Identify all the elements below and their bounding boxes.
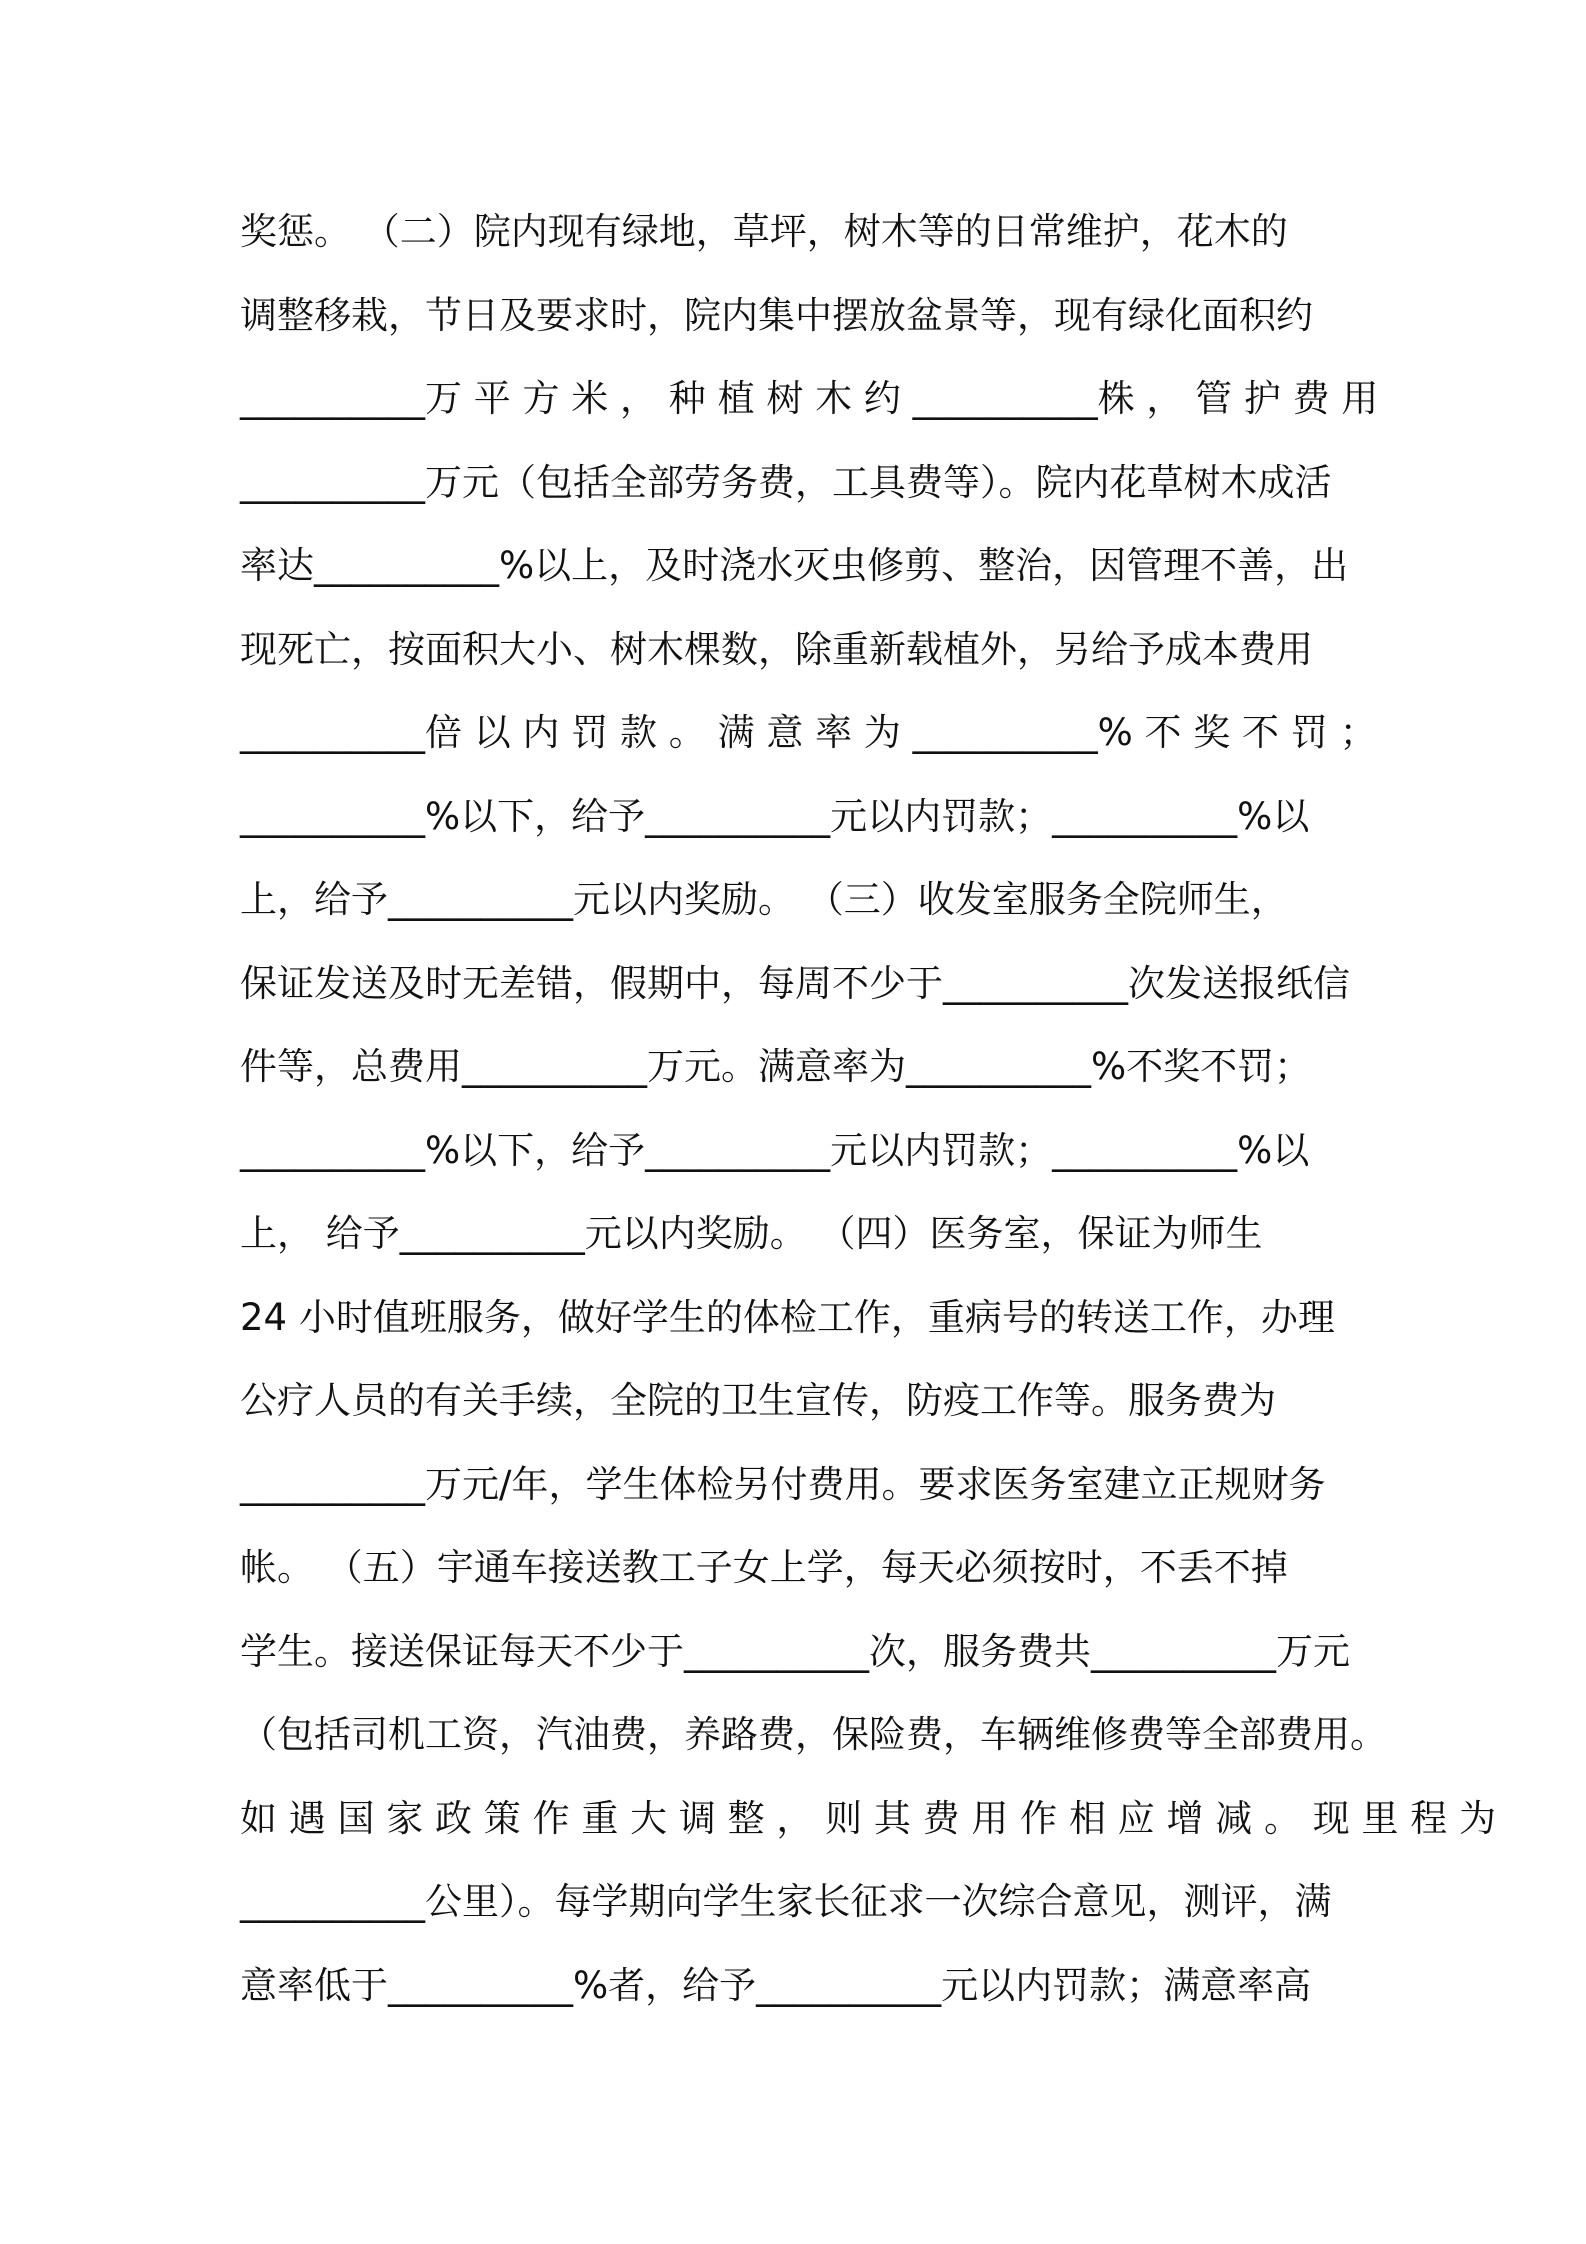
text-line: __________%以下，给予__________元以内罚款；__________%以 — [240, 794, 1310, 838]
text-line: 率达__________%以上，及时浇水灭虫修剪、整治，因管理不善，出 — [240, 544, 1349, 587]
text-line: 上，给予__________元以内奖励。 （三）收发室服务全院师生， — [240, 878, 1288, 921]
text-line: 调整移栽，节日及要求时，院内集中摆放盆景等，现有绿化面积约 — [240, 293, 1313, 337]
text-line: 如 遇 国 家 政 策 作 重 大 调 整 ， 则 其 费 用 作 相 应 增 减 。 现 里 程 为 — [240, 1796, 1497, 1840]
text-line: __________%以下，给予__________元以内罚款；__________%以 — [240, 1128, 1310, 1172]
text-line: 奖惩。 （二）院内现有绿地，草坪，树木等的日常维护，花木的 — [240, 210, 1288, 253]
text-line: __________万元/年，学生体检另付费用。要求医务室建立正规财务 — [240, 1462, 1326, 1506]
text-line: 意率低于__________%者，给予__________元以内罚款；满意率高 — [240, 1963, 1312, 2007]
text-line: __________公里）。每学期向学生家长征求一次综合意见，测评，满 — [240, 1880, 1332, 1923]
document-body — [240, 190, 1497, 2027]
text-line: 学生。接送保证每天不少于__________次，服务费共__________万元 — [240, 1629, 1350, 1673]
text-line: 现死亡，按面积大小、树木棵数，除重新载植外，另给予成本费用 — [240, 627, 1313, 671]
text-line: __________倍 以 内 罚 款 。 满 意 率 为 __________% 不 奖 不 罚 ； — [240, 711, 1377, 754]
text-line: __________万 平 方 米 ， 种 植 树 木 约 __________株 ， 管 护 费 用 — [240, 377, 1379, 420]
text-line: 上， 给予__________元以内奖励。 （四）医务室，保证为师生 — [240, 1212, 1263, 1255]
text-line: 公疗人员的有关手续，全院的卫生宣传，防疫工作等。服务费为 — [240, 1379, 1276, 1422]
text-line: （包括司机工资，汽油费，养路费，保险费，车辆维修费等全部费用。 — [240, 1713, 1387, 1756]
text-line: 帐。 （五）宇通车接送教工子女上学，每天必须按时，不丢不掉 — [240, 1546, 1288, 1589]
text-line: 件等，总费用__________万元。满意率为__________%不奖不罚； — [240, 1045, 1312, 1088]
text-line: 保证发送及时无差错，假期中，每周不少于__________次发送报纸信 — [240, 961, 1350, 1005]
text-line: __________万元（包括全部劳务费，工具费等）。院内花草树木成活 — [240, 460, 1332, 504]
text-line: 24 小时值班服务，做好学生的体检工作，重病号的转送工作，办理 — [240, 1295, 1335, 1339]
